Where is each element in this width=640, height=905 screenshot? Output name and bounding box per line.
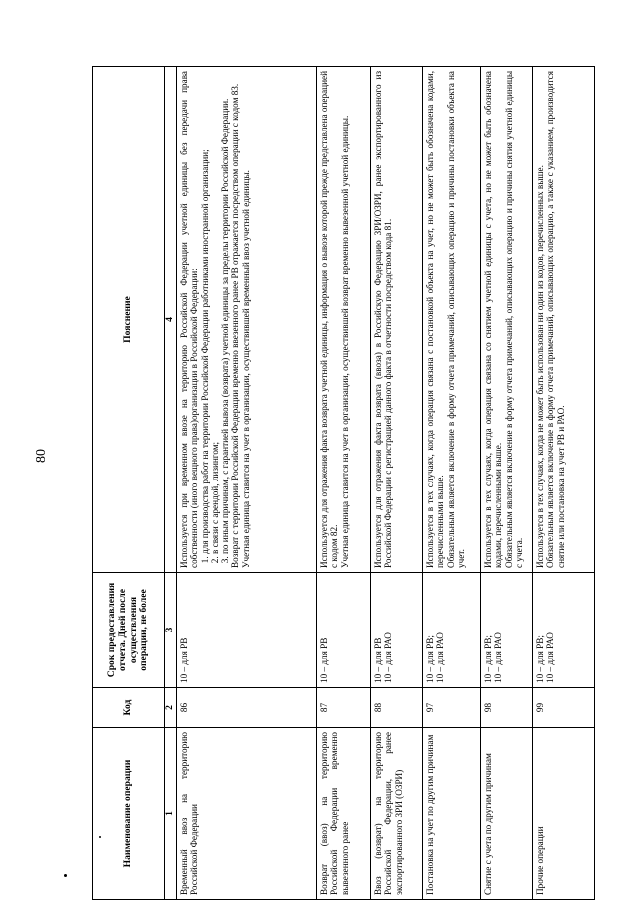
header-name: Наименование операции	[93, 728, 165, 900]
column-number-row	[165, 67, 177, 900]
report-term	[177, 573, 317, 688]
operation-name: Прочие операции	[533, 728, 595, 900]
table-row	[533, 67, 595, 900]
report-term-line: 10 – для РВ;	[535, 635, 545, 683]
explanation-paragraph: Обязательным является включение в форму отчета примечаний, описывающих операцию и причины снятия учетной единицы с учета.	[503, 71, 524, 568]
column-number: 4	[165, 67, 177, 573]
report-term	[371, 573, 423, 688]
report-term	[533, 573, 595, 688]
explanation-paragraph: Используется для отражения факта возврата учетной единицы, информация о вывозе которой прежде представлена операцией с кодом 82.	[319, 71, 340, 568]
explanation-list-item: 3. по иным причинам, с гарантией вывоза (возврата) учетной единицы за пределы территории Российской Федерации.	[220, 71, 230, 554]
operation-explanation	[317, 67, 371, 573]
report-term-line: 10 – для РВ	[319, 637, 329, 683]
operation-explanation	[481, 67, 533, 573]
explanation-paragraph: Возврат с территории Российской Федерации временно ввезенного ранее РВ отражается посредством операции с кодом 83.	[230, 83, 241, 568]
report-term-line: 10 – для РВ;	[483, 635, 493, 683]
explanation-paragraph: Используется в тех случаях, когда не может быть использован ни один из кодов, перечисленных выше.	[535, 165, 545, 568]
operation-name: Снятие с учета по другим причинам	[481, 728, 533, 900]
table-row	[481, 67, 533, 900]
table-row	[423, 67, 481, 900]
page-number: 80	[34, 449, 49, 463]
report-term	[481, 573, 533, 688]
rotated-page	[92, 67, 577, 900]
operation-name: Ввоз (возврат) на территорию Российской Федерации, ранее экспортированного ЗРИ (ОЗРИ)	[371, 728, 423, 900]
report-term	[317, 573, 371, 688]
column-number: 3	[165, 573, 177, 688]
explanation-paragraph: Обязательным является включение в форму отчета примечаний, описывающих операцию и причины постановки объекта на учет.	[445, 71, 466, 568]
column-number: 2	[165, 688, 177, 728]
explanation-paragraph: Учетная единица ставится на учет в организации, осуществившей возврат временно вывезенной учетной единицы.	[339, 115, 350, 568]
explanation-paragraph: Учетная единица ставится на учет в организации, осуществившей временный ввоз учетной единицы.	[240, 170, 251, 568]
explanation-list	[200, 71, 231, 568]
report-term-line: 10 – для РАО	[383, 632, 394, 683]
report-term-line: 10 – для РАО	[493, 632, 504, 683]
operation-code: 97	[423, 688, 481, 728]
operation-code: 86	[177, 688, 317, 728]
explanation-paragraph: Обязательным является включение в форму отчета примечаний, описывающих операцию, а также с указанием, производится снятие или постановка на учет РВ и РАО.	[545, 71, 566, 568]
operations-table	[92, 66, 595, 900]
table-row	[177, 67, 317, 900]
explanation-list-item: 2. в связи с арендой, лизингом;	[210, 71, 220, 554]
operation-code: 98	[481, 688, 533, 728]
operation-code: 87	[317, 688, 371, 728]
header-row	[93, 67, 165, 900]
operation-explanation	[371, 67, 423, 573]
table-row	[371, 67, 423, 900]
operation-explanation	[177, 67, 317, 573]
operation-name: Постановка на учет по другим причинам	[423, 728, 481, 900]
header-code: Код	[93, 688, 165, 728]
operation-code: 99	[533, 688, 595, 728]
report-term-line: 10 – для РВ	[179, 637, 189, 683]
scan-speck	[64, 874, 67, 877]
operation-explanation	[533, 67, 595, 573]
report-term-line: 10 – для РВ;	[425, 635, 435, 683]
table-body	[177, 67, 595, 900]
operation-name: Возврат (ввоз) на территорию Российской Федерации временно вывезенного ранее	[317, 728, 371, 900]
operation-code: 88	[371, 688, 423, 728]
explanation-list-item: 1. для производства работ на территории Российской Федерации работниками иностранной организации;	[200, 71, 210, 554]
report-term	[423, 573, 481, 688]
report-term-line: 10 – для РАО	[435, 632, 446, 683]
explanation-paragraph: Используется в тех случаях, когда операция связана со снятием учетной единицы с учета, но не может быть обозначена кодами, перечисленными выше.	[483, 71, 504, 568]
header-term: Срок предоставления отчета. Дней после осуществления операции, не более	[93, 573, 165, 688]
column-number: 1	[165, 728, 177, 900]
operation-explanation	[423, 67, 481, 573]
operation-name: Временный ввоз на территорию Российской Федерации	[177, 728, 317, 900]
explanation-paragraph: Используется в тех случаях, когда операция связана с постановкой объекта на учет, но не может быть обозначена кодами, перечисленными выше.	[425, 71, 446, 568]
header-explanation: Пояснение	[93, 67, 165, 573]
table-row	[317, 67, 371, 900]
explanation-paragraph: Используется при временном ввозе на территорию Российской Федерации учетной единицы без передачи права собственности (иного вещного права)организации в Российской Федерации:	[179, 71, 200, 568]
report-term-line: 10 – для РАО	[545, 632, 556, 683]
explanation-paragraph: Используется для отражения факта возврата (ввоза) в Российскую Федерацию ЗРИ/ОЗРИ, ранее экспортированного из Российской Федерации с регистрацией данного факта в отчетности посредством кода 81.	[373, 71, 394, 568]
report-term-line: 10 – для РВ	[373, 637, 383, 683]
